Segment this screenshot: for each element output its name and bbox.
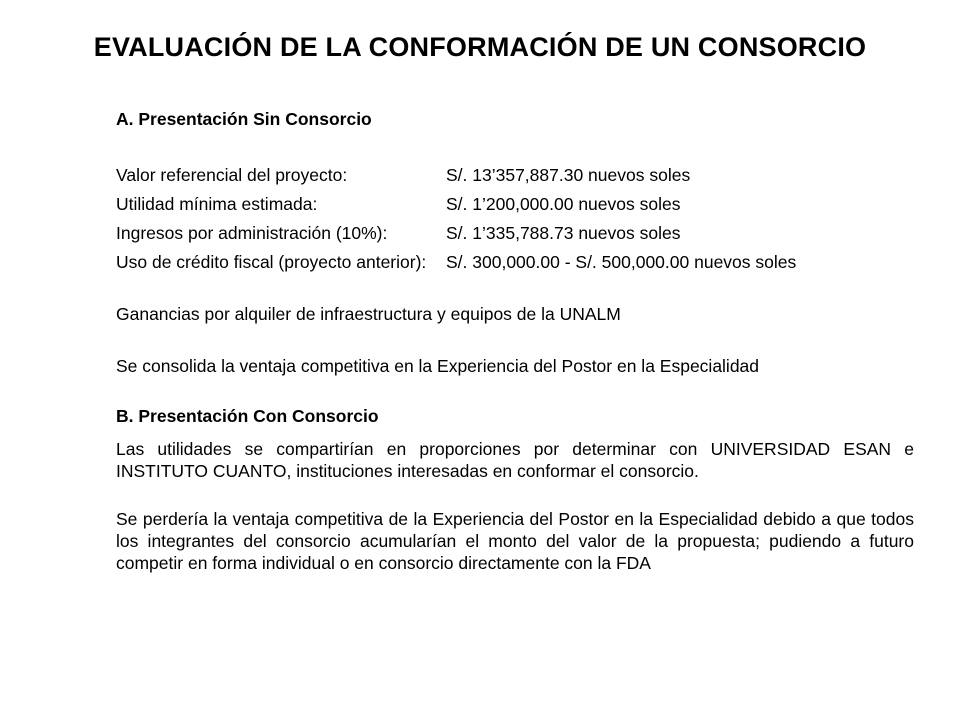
consolida-paragraph: Se consolida la ventaja competitiva en la Experiencia del Postor en la Especialidad bbox=[116, 356, 760, 376]
ganancias-paragraph: Ganancias por alquiler de infraestructura y equipos de la UNALM bbox=[116, 304, 621, 324]
row-label: Ingresos por administración (10%): bbox=[116, 223, 388, 243]
financial-summary bbox=[116, 162, 914, 278]
row-label: Valor referencial del proyecto: bbox=[116, 165, 348, 185]
row-credito-fiscal bbox=[116, 249, 914, 278]
row-utilidad-minima bbox=[116, 191, 914, 220]
row-value: S/. 300,000.00 - S/. 500,000.00 nuevos soles bbox=[446, 252, 797, 272]
perderia-paragraph: Se perdería la ventaja competitiva de la Experiencia del Postor en la Especialidad debido a que todos los integrantes del consorcio acumularían el monto del valor de la propuesta; pudiendo a futuro competir en forma individual o en consorcio directamente con la FDA bbox=[116, 509, 914, 573]
row-value: S/. 1’335,788.73 nuevos soles bbox=[446, 223, 681, 243]
slide-body bbox=[116, 106, 914, 574]
row-value: S/. 13’357,887.30 nuevos soles bbox=[446, 165, 691, 185]
row-value: S/. 1’200,000.00 nuevos soles bbox=[446, 194, 681, 214]
slide-title: EVALUACIÓN DE LA CONFORMACIÓN DE UN CONSORCIO bbox=[93, 32, 867, 62]
utilidades-paragraph: Las utilidades se compartirían en proporciones por determinar con UNIVERSIDAD ESAN e INSTITUTO CUANTO, instituciones interesadas en conformar el consorcio. bbox=[116, 439, 914, 481]
row-ingresos-administracion bbox=[116, 220, 914, 249]
row-label: Uso de crédito fiscal (proyecto anterior): bbox=[116, 252, 427, 272]
row-valor-referencial bbox=[116, 162, 914, 191]
section-a-heading: A. Presentación Sin Consorcio bbox=[116, 109, 372, 129]
row-label: Utilidad mínima estimada: bbox=[116, 194, 318, 214]
section-b-heading: B. Presentación Con Consorcio bbox=[116, 406, 379, 426]
